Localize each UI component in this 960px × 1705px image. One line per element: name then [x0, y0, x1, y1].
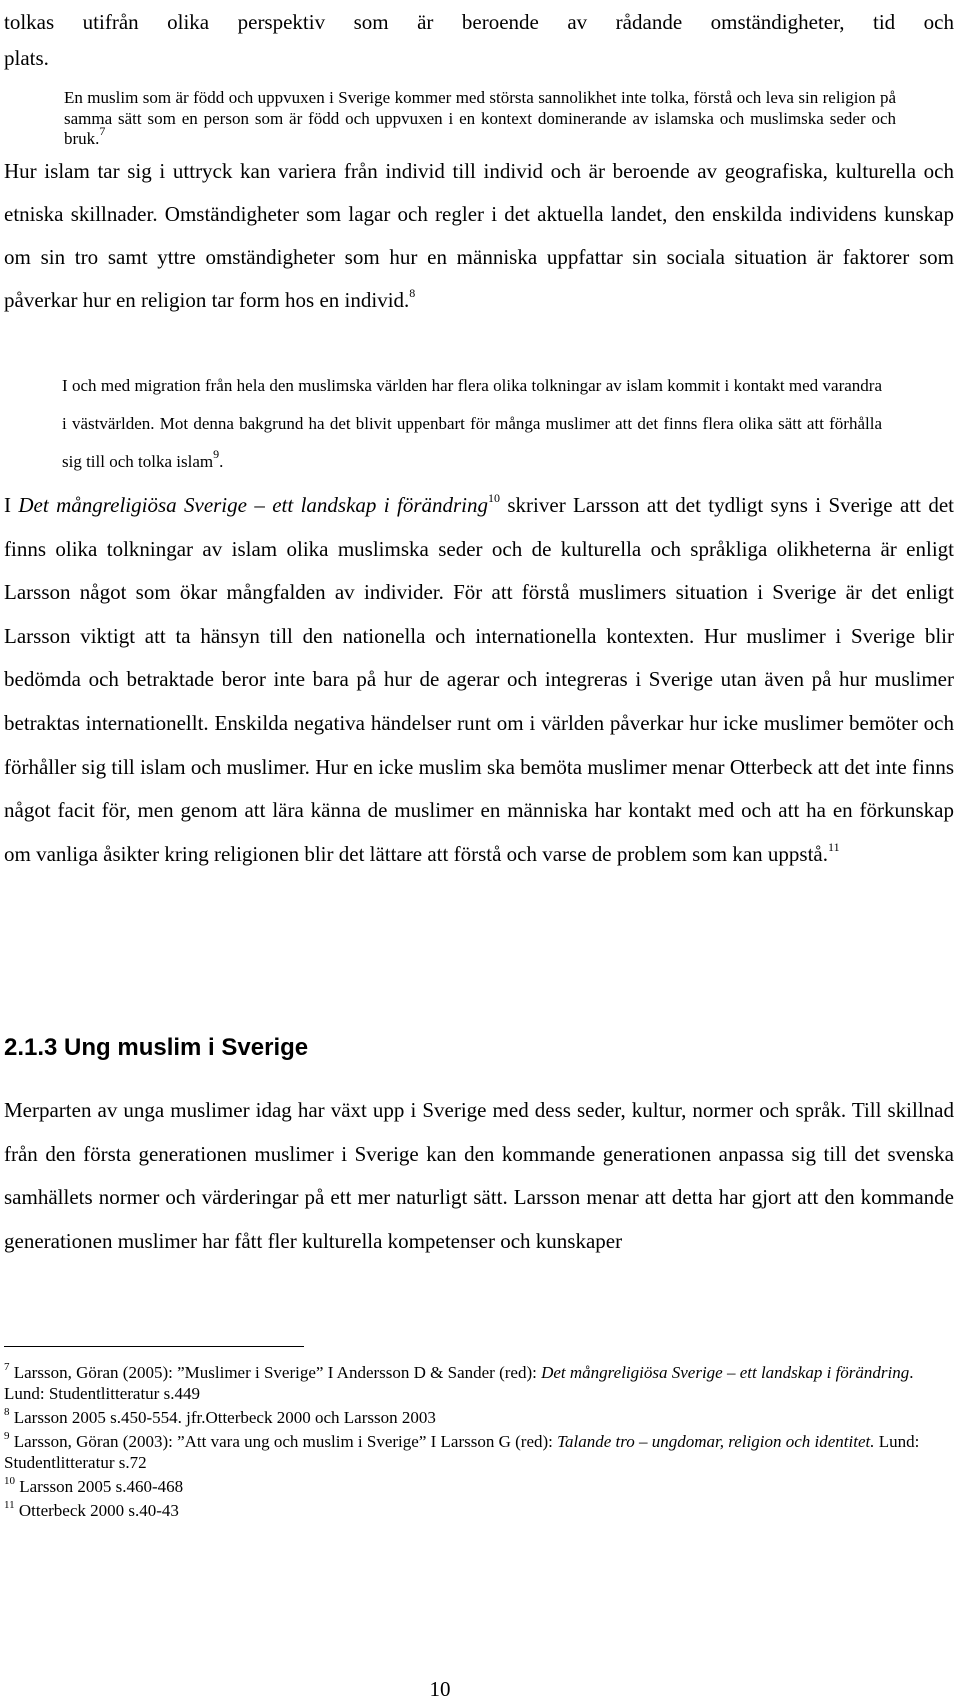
footnote-separator: [4, 1346, 304, 1347]
footnote-11: $^{11}$ Otterbeck 2000 s.40-43: [4, 1499, 179, 1520]
footnote-ref-7: 7: [99, 124, 106, 139]
book-title: Det mångreligiösa Sverige – ett landskap i förändring: [18, 493, 488, 517]
block-quote-2: I och med migration från hela den muslimska världen har flera olika tolkningar av islam kommit i kontakt med varandra i västvärlden. Mot denna bakgrund ha det blivit uppenbart för många muslimer att det finns flera olika sätt att förhålla sig till och tolka islam$^9$.: [62, 376, 882, 471]
section-heading: 2.1.3 Ung muslim i Sverige: [4, 1034, 309, 1061]
footnote-8: $^8$ Larsson 2005 s.450-554. jfr.Otterbeck 2000 och Larsson 2003: [4, 1406, 436, 1427]
footnote-ref-9: 9: [213, 447, 220, 462]
block-quote-1: En muslim som är född och uppvuxen i Sverige kommer med största sannolikhet inte tolka, förstå och leva sin religion på samma sätt som en person som är född och uppvuxen i en kontext dominerande av islamska och muslimska seder och bruk.$^7$: [64, 88, 896, 148]
paragraph-intro-line1: tolkas utifrån olika perspektiv som är beroende av rådande omständigheter, tid och: [4, 10, 954, 34]
paragraph-intro-line2: plats.: [4, 46, 49, 70]
footnote-10: $^{10}$ Larsson 2005 s.460-468: [4, 1475, 184, 1496]
paragraph-larsson: I Det mångreligiösa Sverige – ett landskap i förändring$^{10}$ skriver Larsson att det tydligt syns i Sverige att det finns olika tolkningar av islam olika muslimska seder och de kulturella och språkliga olikheterna är enligt Larsson något som ökar mångfalden av individer. För att förstå muslimers situation i Sverige är det enligt Larsson viktigt att ta hänsyn till den nationella och internationella kontexten. Hur muslimer i Sverige blir bedömda och betraktade beror inte bara på hur de agerar och integreras i Sverige utan även på hur muslimer betraktas internationellt. Enskilda negativa händelser runt om i världen påverkar hur icke muslimer bemöter och förhåller sig till islam och muslimer. Hur en icke muslim ska bemöta muslimer menar Otterbeck att det inte finns något facit för, men genom att lära känna de muslimer en människa har kontakt med och att ha en förkunskap om vanliga åsikter kring religionen blir det lättare att förstå och varse de problem som kan uppstå.$^{11}$: [4, 491, 954, 866]
footnote-7: $^7$ Larsson, Göran (2005): ”Muslimer i Sverige” I Andersson D & Sander (red): Det mångreligiösa Sverige – ett landskap i förändring. Lund: Studentlitteratur s.449: [4, 1361, 914, 1403]
footnote-9: $^9$ Larsson, Göran (2003): ”Att vara ung och muslim i Sverige” I Larsson G (red): Talande tro – ungdomar, religion och identitet. Lund: Studentlitteratur s.72: [4, 1430, 920, 1472]
page-number: 10: [429, 1677, 451, 1701]
footnote-ref-11: 11: [828, 839, 840, 854]
footnote-ref-10: 10: [488, 491, 500, 505]
paragraph-young-muslims: Merparten av unga muslimer idag har växt upp i Sverige med dess seder, kultur, normer och språk. Till skillnad från den första generationen muslimer i Sverige kan den kommande generationen anpassa sig till det svenska samhällets normer och värderingar på ett mer naturligt sätt. Larsson menar att detta har gjort att den kommande generationen muslimer har fått fler kulturella kompetenser och kunskaper: [4, 1098, 954, 1253]
footnote-ref-8: 8: [409, 286, 416, 300]
paragraph-islam-expression: Hur islam tar sig i uttryck kan variera från individ till individ och är beroende av geografiska, kulturella och etniska skillnader. Omständigheter som lagar och regler i det aktuella landet, den enskilda individens kunskap om sin tro samt yttre omständigheter som hur en människa uppfattar sin sociala situation är faktorer som påverkar hur en religion tar form hos en individ.$^8$: [4, 159, 954, 312]
